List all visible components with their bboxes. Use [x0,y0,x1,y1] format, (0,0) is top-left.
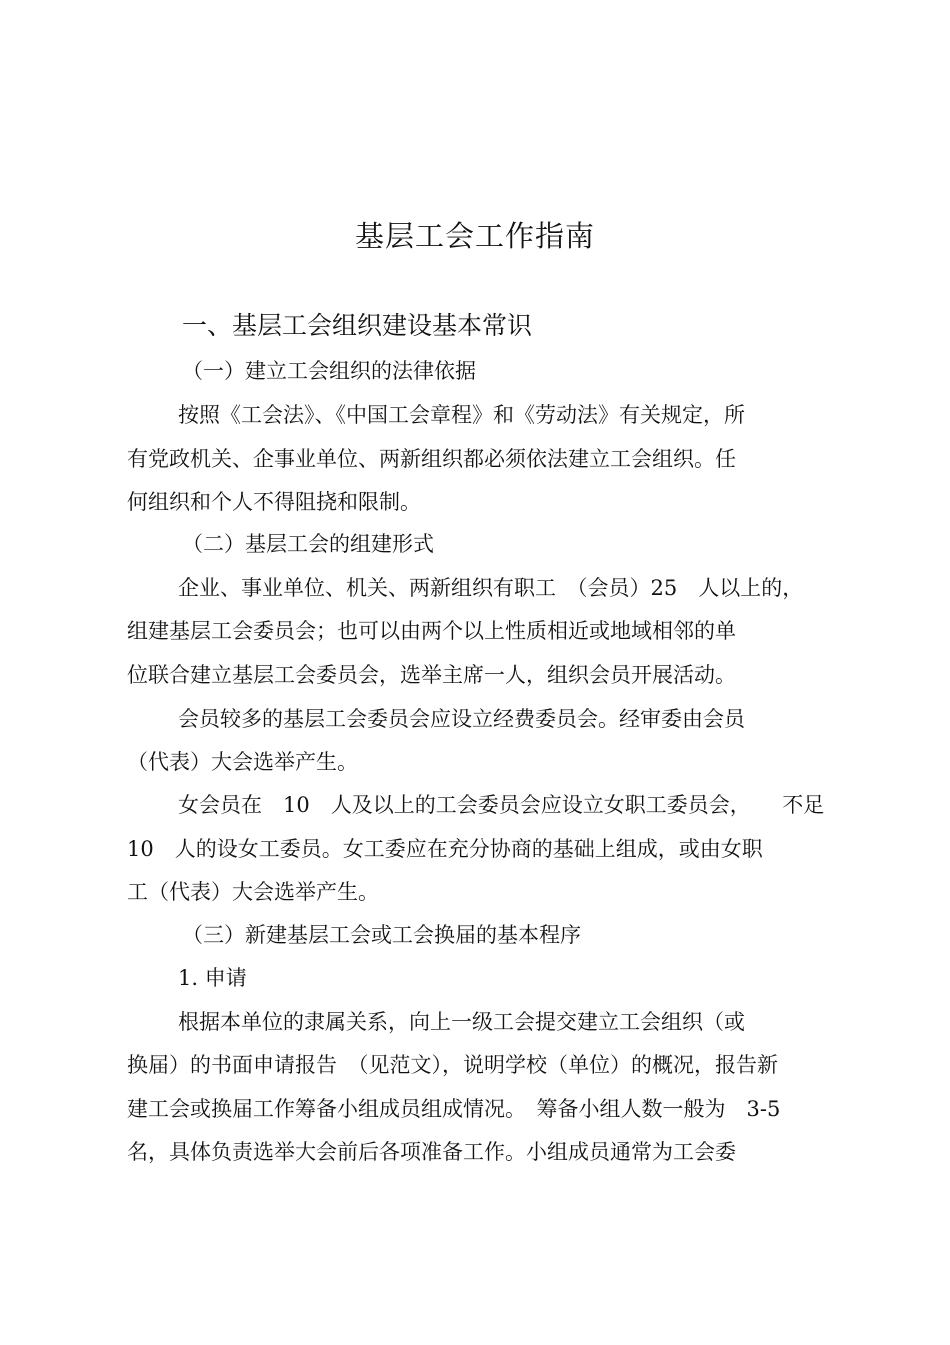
subsection-heading: （三）新建基层工会或工会换届的基本程序 [182,923,581,947]
paragraph-line: 根据本单位的隶属关系，向上一级工会提交建立工会组织（或 [178,1010,745,1034]
paragraph-line: 工（代表）大会选举产生。 [127,880,379,904]
subsection-heading: （一）建立工会组织的法律依据 [182,359,476,383]
step-heading: 1. 申请 [178,966,247,990]
paragraph-line: 位联合建立基层工会委员会，选举主席一人，组织会员开展活动。 [127,663,736,687]
paragraph-line: 何组织和个人不得阻挠和限制。 [127,490,421,514]
paragraph-line: 女会员在 10 人及以上的工会委员会应设立女职工委员会， 不足 [178,793,825,817]
subsection-heading: （二）基层工会的组建形式 [182,532,434,556]
document-title: 基层工会工作指南 [354,219,595,253]
paragraph-line: 企业、事业单位、机关、两新组织有职工 （会员）25 人以上的， [178,576,804,600]
paragraph-line: 换届）的书面申请报告 （见范文），说明学校（单位）的概况，报告新 [127,1053,778,1077]
section-heading: 一、基层工会组织建设基本常识 [182,311,533,340]
paragraph-line: 组建基层工会委员会；也可以由两个以上性质相近或地域相邻的单 [127,619,736,643]
paragraph-line: （代表）大会选举产生。 [127,750,358,774]
paragraph-line: 按照《工会法》、《中国工会章程》和《劳动法》有关规定，所 [178,403,745,427]
paragraph-line: 名，具体负责选举大会前后各项准备工作。小组成员通常为工会委 [127,1140,736,1164]
paragraph-line: 建工会或换届工作筹备小组成员组成情况。 筹备小组人数一般为 3-5 [127,1097,781,1121]
paragraph-line: 有党政机关、企事业单位、两新组织都必须依法建立工会组织。任 [127,447,736,471]
paragraph-line: 10 人的设女工委员。女工委应在充分协商的基础上组成，或由女职 [127,837,763,861]
paragraph-line: 会员较多的基层工会委员会应设立经费委员会。经审委由会员 [178,707,745,731]
